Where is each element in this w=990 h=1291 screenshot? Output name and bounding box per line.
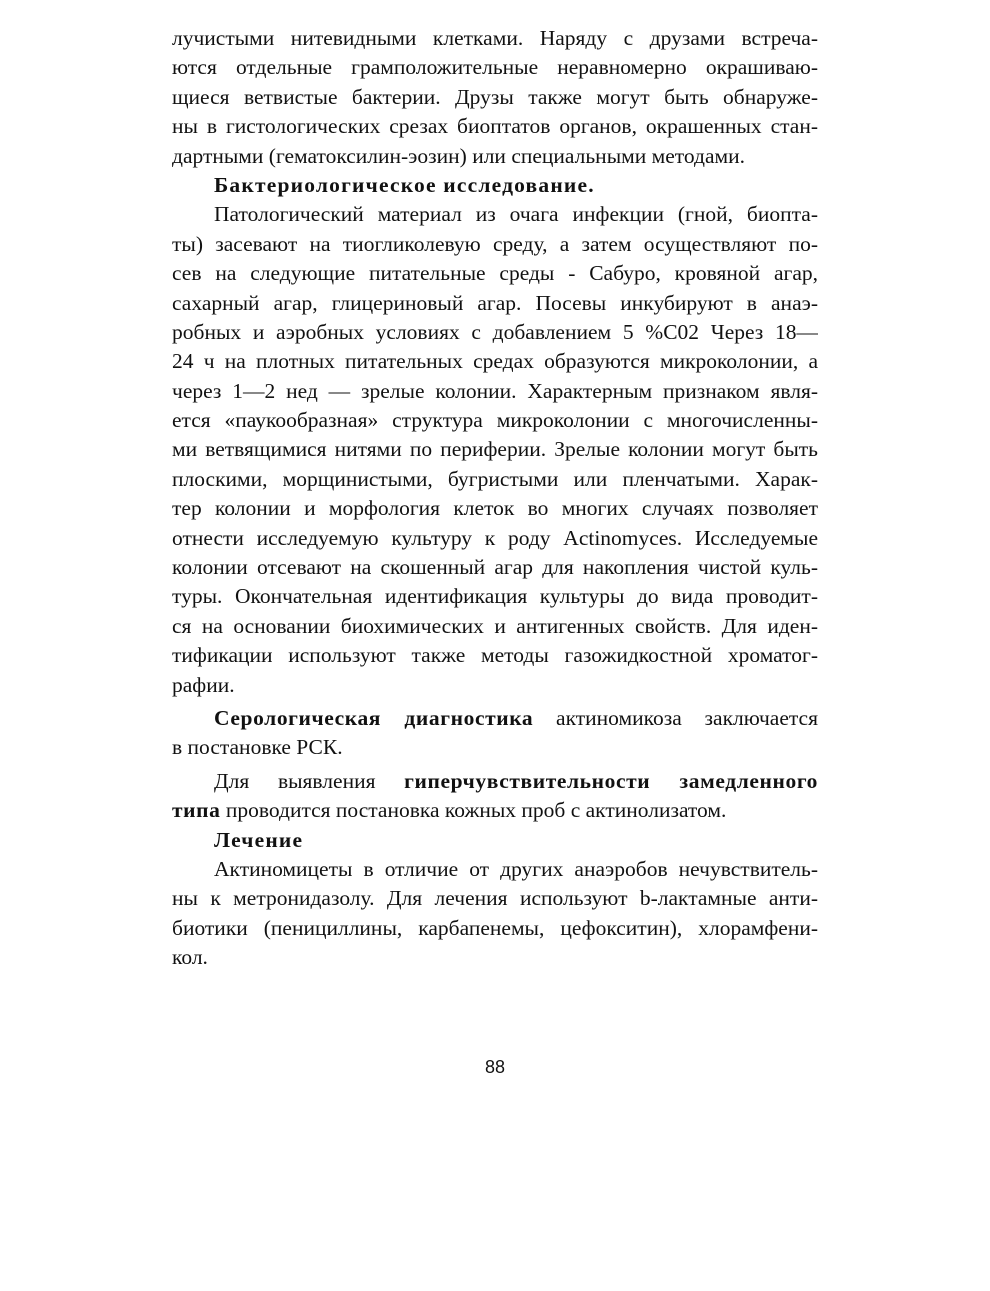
text-line: кол. — [172, 945, 208, 970]
paragraph-bacteriological — [172, 200, 818, 700]
text-line: Актиномицеты в отличие от других анаэробов нечувствитель- — [214, 856, 818, 881]
text-line: дартными (гематоксилин-эозин) или специальными методами. — [172, 143, 745, 168]
text-line — [172, 767, 818, 796]
text-line: через 1—2 нед — зрелые колонии. Характерным признаком явля- — [172, 378, 818, 403]
text-line: в постановке РСК. — [172, 735, 343, 760]
page-body — [172, 24, 818, 973]
text-line: ются отдельные грамположительные неравномерно окрашиваю- — [172, 55, 818, 80]
text-line: ны в гистологических срезах биоптатов органов, окрашенных стан- — [172, 114, 818, 139]
text-line: ны к метронидазолу. Для лечения используют b-лактамные анти- — [172, 886, 818, 911]
bold-term: Серологическая диагностика — [214, 705, 534, 730]
text-line: рафии. — [172, 672, 235, 697]
text-run: Для выявления — [214, 768, 405, 793]
text-line: ты) засевают на тиогликолевую среду, а затем осуществляют по- — [172, 231, 818, 256]
text-line — [172, 704, 818, 733]
text-line: биотики (пенициллины, карбапенемы, цефокситин), хлорамфени- — [172, 915, 818, 940]
text-line: лучистыми нитевидными клетками. Наряду с друзами встреча- — [172, 26, 818, 50]
text-line — [172, 796, 818, 825]
text-line: тер колонии и морфология клеток во многих случаях позволяет — [172, 496, 818, 521]
text-line: ется «паукообразная» структура микроколонии с многочисленны- — [172, 408, 818, 433]
page-number: 88 — [484, 1057, 506, 1077]
heading-treatment: Лечение — [214, 827, 304, 852]
text-line: ми ветвящимися нитями по периферии. Зрелые колонии могут быть — [172, 437, 818, 462]
text-line: плоскими, морщинистыми, бугристыми или пленчатыми. Харак- — [172, 466, 818, 491]
text-line: ся на основании биохимических и антигенных свойств. Для иден- — [172, 613, 818, 638]
text-line: отнести исследуемую культуру к роду Actinomyces. Исследуемые — [172, 525, 818, 550]
bold-term: типа — [172, 798, 221, 823]
bold-term: гиперчувствительности замедленного — [404, 768, 818, 793]
text-line: Патологический материал из очага инфекции (гной, биопта- — [214, 202, 818, 227]
paragraph-hypersensitivity — [172, 767, 818, 826]
text-line: колонии отсевают на скошенный агар для накопления чистой куль- — [172, 555, 818, 580]
text-line: 24 ч на плотных питательных средах образуются микроколонии, а — [172, 349, 818, 374]
text-line: туры. Окончательная идентификация культуры до вида проводит- — [172, 584, 818, 609]
heading-bacteriological: Бактериологическое исследование. — [214, 172, 595, 197]
text-line: робных и аэробных условиях с добавлением 5 %С02 Через 18— — [172, 319, 818, 344]
text-line: щиеся ветвистые бактерии. Друзы также могут быть обнаруже- — [172, 84, 818, 109]
paragraph-serology — [172, 704, 818, 763]
paragraph-treatment — [172, 855, 818, 973]
text-line: тификации используют также методы газожидкостной хроматог- — [172, 643, 818, 668]
text-line: сев на следующие питательные среды - Сабуро, кровяной агар, — [172, 261, 818, 286]
text-run: актиномикоза заключается — [533, 705, 818, 730]
text-run: проводится постановка кожных проб с актинолизатом. — [220, 798, 727, 823]
text-line: сахарный агар, глицериновый агар. Посевы инкубируют в анаэ- — [172, 290, 818, 315]
paragraph-druses — [172, 24, 818, 171]
